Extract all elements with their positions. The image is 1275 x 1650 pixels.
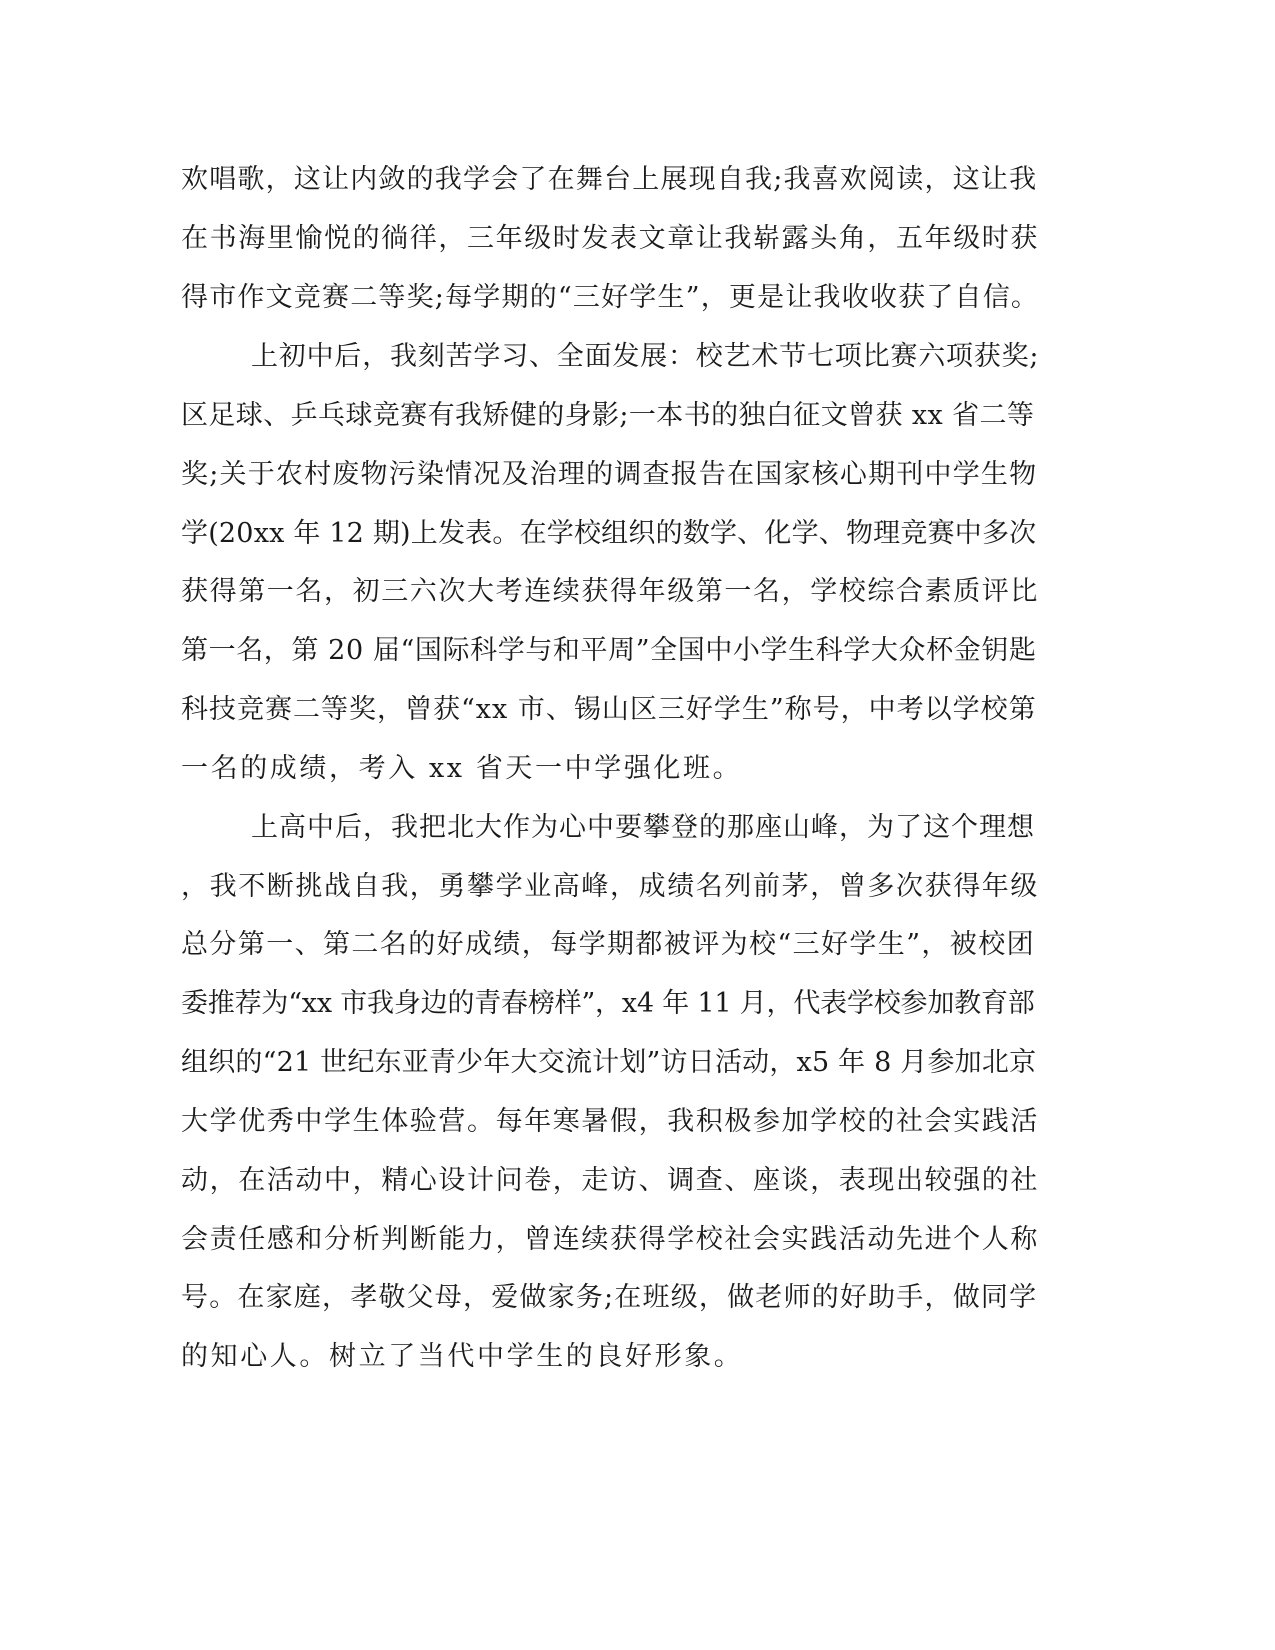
text-line: 奖;关于农村废物污染情况及治理的调查报告在国家核心期刊中学生物	[181, 459, 1038, 490]
text-line: 委推荐为“xx 市我身边的青春榜样”，x4 年 11 月，代表学校参加教育部	[181, 988, 1035, 1019]
text-line: 在书海里愉悦的徜徉，三年级时发表文章让我崭露头角，五年级时获	[181, 223, 1039, 254]
text-line: 科技竞赛二等奖，曾获“xx 市、锡山区三好学生”称号，中考以学校第	[181, 694, 1037, 725]
text-line: 的知心人。树立了当代中学生的良好形象。	[181, 1341, 744, 1372]
text-line: 一名的成绩，考入 xx 省天一中学强化班。	[181, 753, 743, 784]
text-line: 第一名，第 20 届“国际科学与和平周”全国中小学生科学大众杯金钥匙	[181, 635, 1037, 666]
text-line: 区足球、乒乓球竞赛有我矫健的身影;一本书的独白征文曾获 xx 省二等	[181, 400, 1035, 431]
text-line: 大学优秀中学生体验营。每年寒暑假，我积极参加学校的社会实践活	[181, 1106, 1039, 1137]
text-line: 组织的“21 世纪东亚青少年大交流计划”访日活动，x5 年 8 月参加北京	[181, 1047, 1037, 1078]
paragraph-start-line: 上初中后，我刻苦学习、全面发展：校艺术节七项比赛六项获奖;	[251, 341, 1040, 372]
text-line: 号。在家庭，孝敬父母，爱做家务;在班级，做老师的好助手，做同学	[181, 1282, 1038, 1313]
text-line: 会责任感和分析判断能力，曾连续获得学校社会实践活动先进个人称	[181, 1224, 1039, 1255]
text-line: 总分第一、第二名的好成绩，每学期都被评为校“三好学生”，被校团	[181, 929, 1036, 960]
text-line: ，我不断挑战自我，勇攀学业高峰，成绩名列前茅，曾多次获得年级	[181, 871, 1039, 902]
paragraph-start-line: 上高中后，我把北大作为心中要攀登的那座山峰，为了这个理想	[251, 812, 1035, 843]
text-line: 获得第一名，初三六次大考连续获得年级第一名，学校综合素质评比	[181, 576, 1039, 607]
text-line: 欢唱歌，这让内敛的我学会了在舞台上展现自我;我喜欢阅读，这让我	[181, 164, 1038, 195]
text-line: 得市作文竞赛二等奖;每学期的“三好学生”，更是让我收收获了自信。	[181, 282, 1040, 313]
text-line: 动，在活动中，精心设计问卷，走访、调查、座谈，表现出较强的社	[181, 1165, 1039, 1196]
text-line: 学(20xx 年 12 期)上发表。在学校组织的数学、化学、物理竞赛中多次	[181, 518, 1037, 549]
